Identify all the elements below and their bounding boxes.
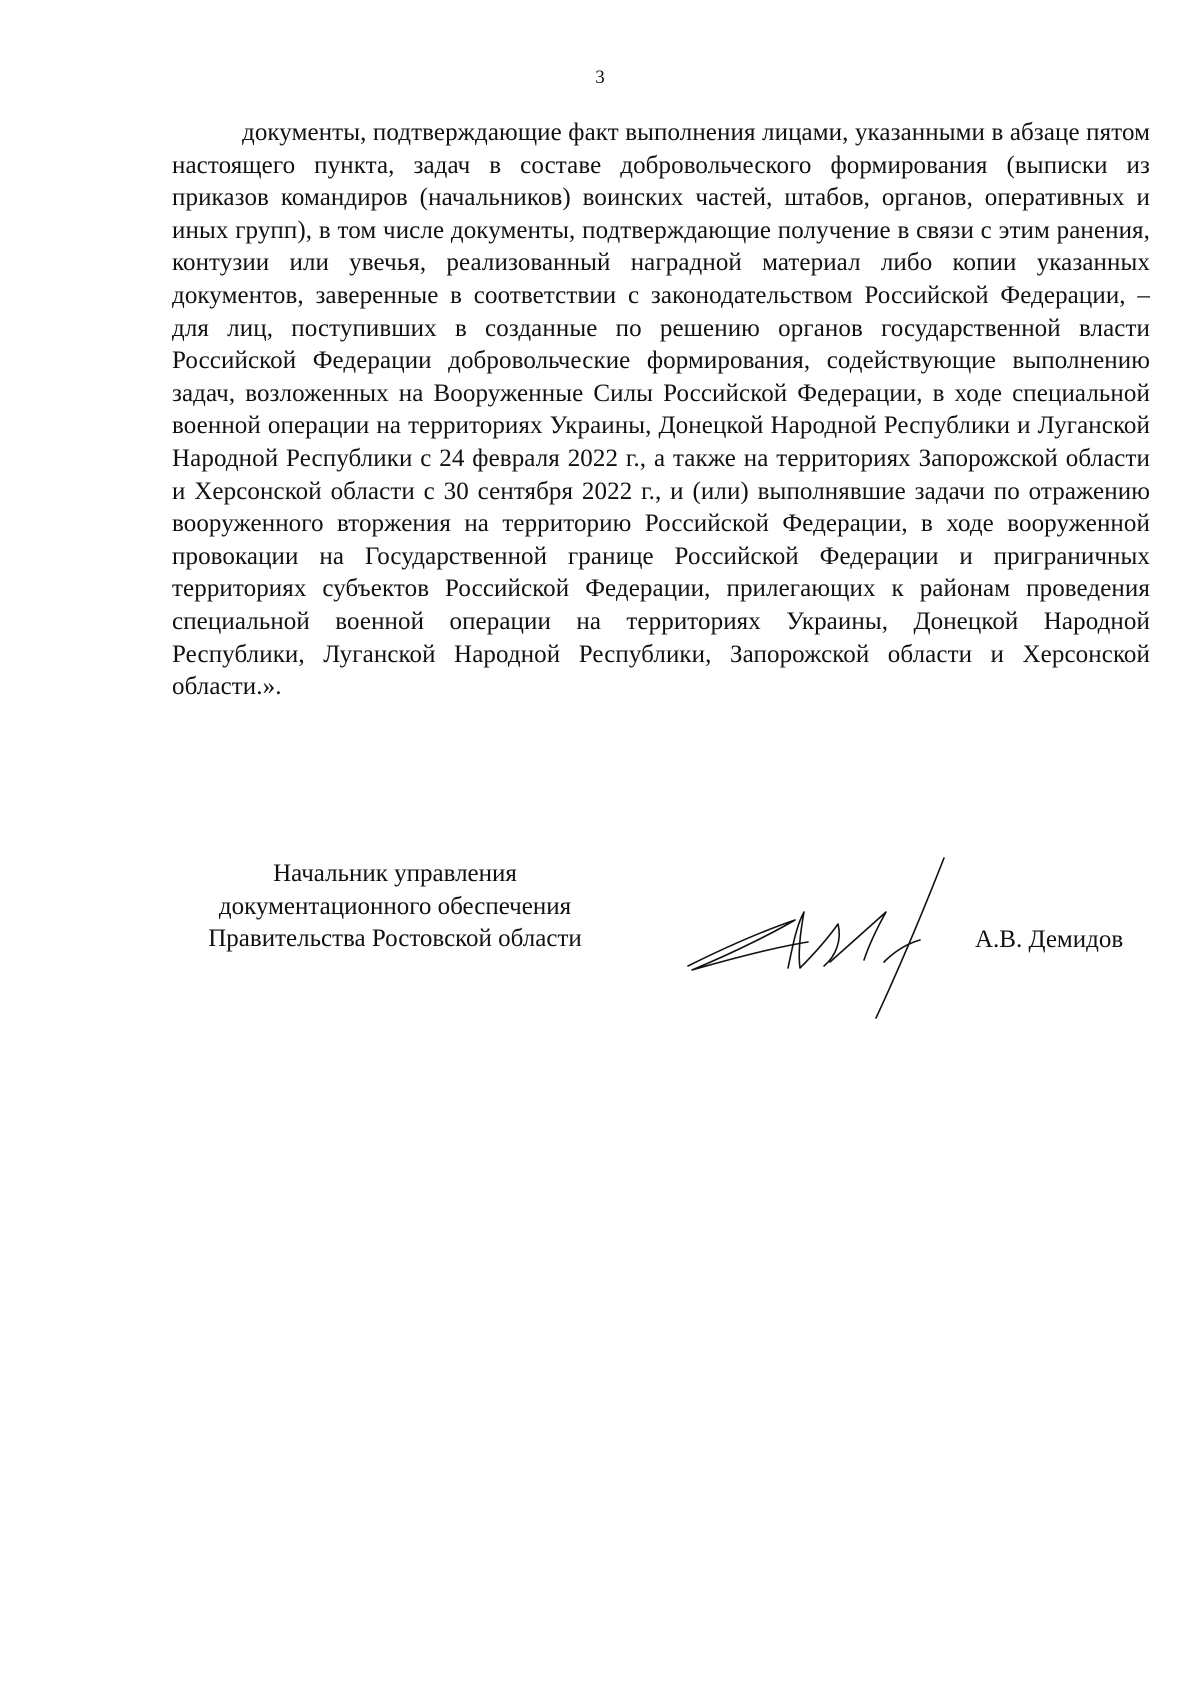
- signer-name: А.В. Демидов: [975, 926, 1124, 953]
- signer-title-line: Начальник управления: [273, 860, 517, 887]
- body-paragraph: документы, подтверждающие факт выполнения лицами, указанными в абзаце пятом настоящего пункта, задач в составе добровольческого формирования (выписки из приказов командиров (начальников) воинских частей, штабов, органов, оперативных и иных групп), в том числе документы, подтверждающие получение в связи с этим ранения, контузии или увечья, реализованный наградной материал либо копии указанных документов, заверенные в соответствии с законодательством Российской Федерации, – для лиц, поступивших в созданные по решению органов государственной власти Российской Федерации добровольческие формирования, содействующие выполнению задач, возложенных на Вооруженные Силы Российской Федерации, в ходе специальной военной операции на территориях Украины, Донецкой Народной Республики и Луганской Народной Республики с 24 февраля 2022 г., а также на территориях Запорожской области и Херсонской области с 30 сентября 2022 г., и (или) выполнявшие задачи по отражению вооруженного вторжения на территорию Российской Федерации, в ходе вооруженной провокации на Государственной границе Российской Федерации и приграничных территориях субъектов Российской Федерации, прилегающих к районам проведения специальной военной операции на территориях Украины, Донецкой Народной Республики, Луганской Народной Республики, Запорожской области и Херсонской области.».: [172, 119, 1150, 701]
- signer-title-line: документационного обеспечения: [218, 892, 572, 920]
- signer-title-line: Правительства Ростовской области: [208, 925, 582, 953]
- handwritten-signature: [680, 850, 950, 1020]
- page-number: 3: [595, 67, 605, 88]
- signer-title: [160, 858, 630, 956]
